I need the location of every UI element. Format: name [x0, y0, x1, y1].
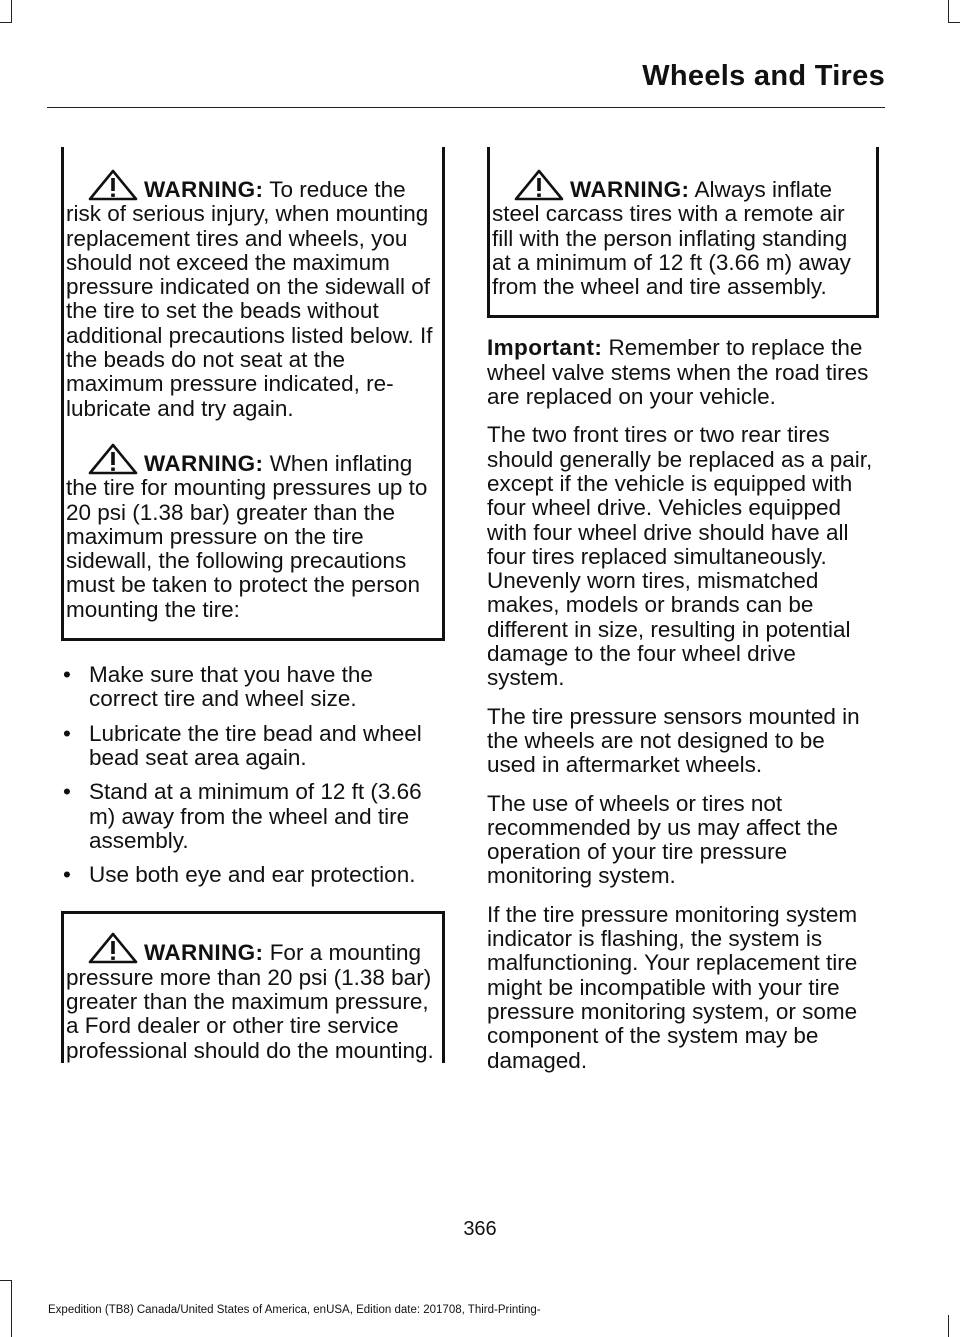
warning-text: When inflating the tire for mounting pressures up to 20 psi (1.38 bar) greater than the maximum pressure on the tire sidewall, the following precautions must be taken to protect the person mounting the tire:	[66, 450, 428, 622]
body-paragraph: The two front tires or two rear tires should generally be replaced as a pair, except if the vehicle is equipped with four wheel drive. Vehicles equipped with four wheel drive should have all four tires replaced simultaneously. Unevenly worn tires, mismatched makes, models or brands can be different in size, resulting in potential damage to the four wheel drive system.	[487, 422, 873, 691]
header-divider	[47, 107, 885, 108]
list-item: • Stand at a minimum of 12 ft (3.66 m) away from the wheel and tire assembly.	[61, 780, 445, 853]
important-text: Remember to replace the wheel valve stems when the road tires are replaced on your vehicle.	[487, 335, 869, 410]
crop-mark	[948, 1315, 949, 1337]
warning-box	[487, 147, 879, 318]
crop-mark	[948, 22, 960, 23]
list-item: • Use both eye and ear protection.	[61, 863, 445, 887]
crop-mark	[948, 0, 949, 22]
crop-mark	[11, 1280, 12, 1337]
list-item: • Lubricate the tire bead and wheel bead seat area again.	[61, 722, 445, 771]
page-title: Wheels and Tires	[642, 60, 885, 92]
body-paragraph: If the tire pressure monitoring system indicator is flashing, the system is malfunctioning. Your replacement tire might be incompatible with your tire pressure monitoring system, or some component of the system may be damaged.	[487, 901, 858, 1073]
warning-triangle-icon	[88, 932, 138, 964]
warning-triangle-icon	[88, 169, 138, 201]
warning-paragraph	[66, 169, 436, 421]
warning-label: WARNING:	[144, 450, 264, 476]
footer-edition-info: Expedition (TB8) Canada/United States of America, enUSA, Edition date: 201708, Third-Printing-	[48, 1304, 541, 1316]
warning-box	[61, 911, 445, 1062]
crop-mark	[0, 22, 12, 23]
right-column	[487, 147, 879, 1087]
warning-paragraph	[66, 443, 436, 622]
warning-label: WARNING:	[570, 177, 690, 202]
warning-paragraph	[66, 932, 436, 1062]
precautions-list	[61, 663, 445, 887]
warning-box	[61, 147, 445, 641]
page-number: 366	[463, 1218, 497, 1240]
important-note	[487, 336, 879, 409]
crop-mark	[0, 1280, 12, 1281]
warning-text: To reduce the risk of serious injury, when mounting replacement tires and wheels, you should not exceed the maximum pressure indicated on the sidewall of the tire to set the beads without additional precautions listed below. If the beads do not seat at the maximum pressure indicated, re-lubricate and try again.	[66, 177, 433, 421]
important-label: Important:	[487, 335, 603, 361]
warning-text: For a mounting pressure more than 20 psi (1.38 bar) greater than the maximum pressure, a Ford dealer or other tire service professional should do the mounting.	[66, 940, 434, 1063]
warning-text: Always inflate steel carcass tires with a remote air fill with the person inflating standing at a minimum of 12 ft (3.66 m) away from the wheel and tire assembly.	[492, 177, 851, 300]
warning-triangle-icon	[514, 169, 564, 201]
body-paragraph: The tire pressure sensors mounted in the wheels are not designed to be used in aftermarket wheels.	[487, 703, 860, 778]
warning-label: WARNING:	[144, 940, 264, 966]
list-item: • Make sure that you have the correct tire and wheel size.	[61, 663, 445, 712]
crop-mark	[11, 0, 12, 22]
warning-triangle-icon	[88, 443, 138, 475]
body-paragraph: The use of wheels or tires not recommended by us may affect the operation of your tire pressure monitoring system.	[487, 790, 839, 889]
warning-label: WARNING:	[144, 177, 264, 202]
warning-paragraph	[492, 169, 870, 299]
left-column	[61, 147, 445, 1063]
